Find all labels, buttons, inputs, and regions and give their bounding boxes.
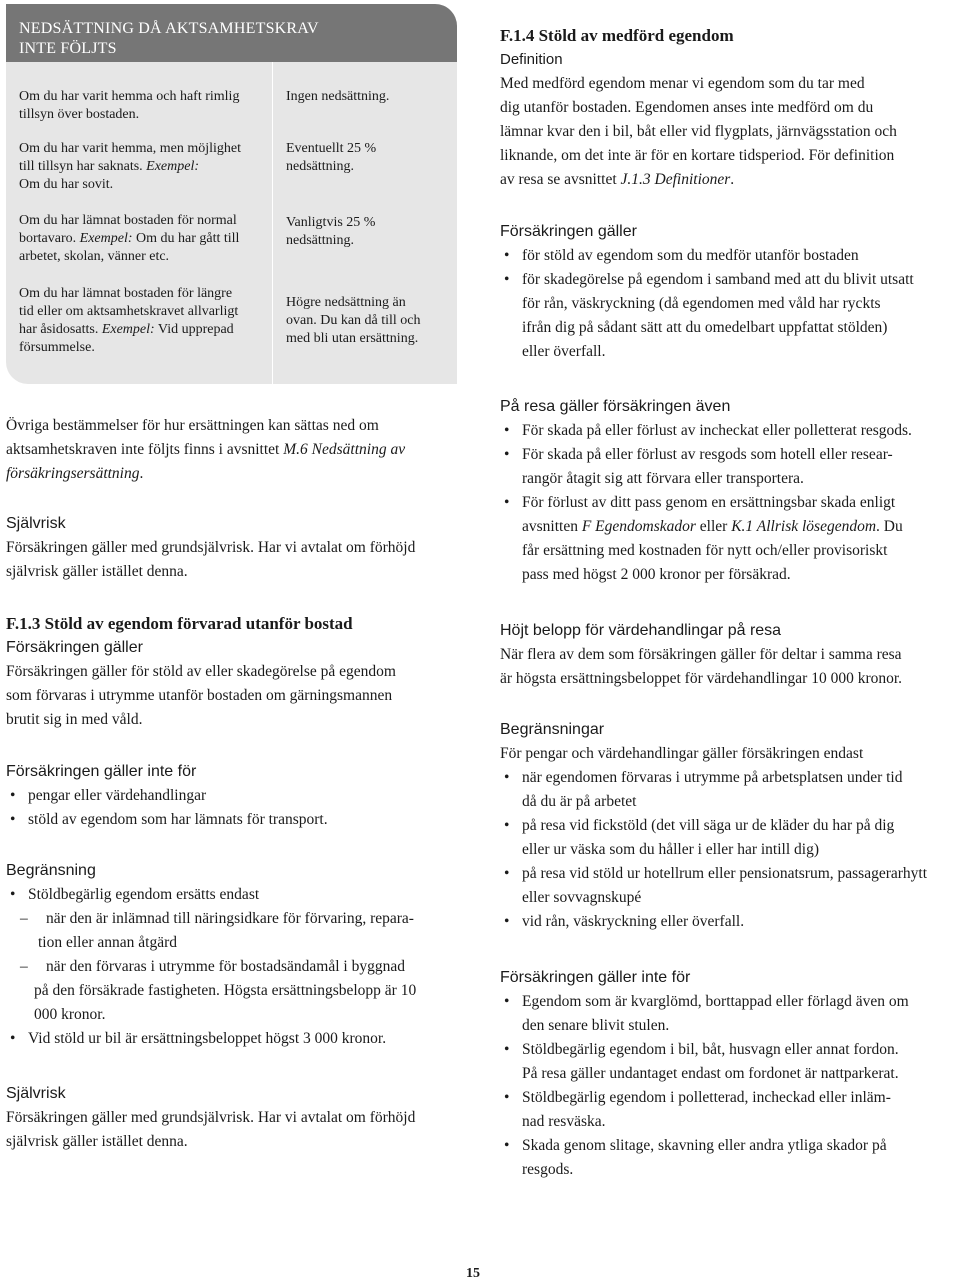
text-line: aktsamhetskraven inte följts finns i avsnittet M.6 Nedsättning av [6,441,406,458]
dash-item: – när den är inlämnad till näringsidkare för förvaring, repara- [6,907,466,931]
cond-line: tillsyn över bostaden. [19,107,140,122]
resa-section [500,395,958,587]
f14-section [500,24,958,192]
section-heading: Definition [500,51,563,68]
section-heading: Självrisk [6,515,66,532]
text-line: För pengar och värdehandlingar gäller försäkringen endast [500,745,864,762]
text-line: brutit sig in med våld. [6,711,143,728]
galler-section [500,220,958,364]
section-heading: På resa gäller försäkringen även [500,398,731,415]
bullet-item: • för stöld av egendom som du medför utanför bostaden [500,244,958,268]
text-line: Övriga bestämmelser för hur ersättningen kan sättas ned om [6,417,379,434]
text-line: dig utanför bostaden. Egendomen anses inte medförd om du [500,99,874,116]
section-reference: försäkringsersättning [6,465,140,482]
text-line: Försäkringen gäller med grundsjälvrisk. Har vi avtalat om förhöjd [6,539,416,556]
bullet-item: • pengar eller värdehandlingar [6,784,466,808]
text-line: tion eller annan åtgärd [38,934,178,951]
section-reference: F Egendomskador [581,518,696,535]
text-line: är högsta ersättningsbeloppet för värdehandlingar 10 000 kronor. [500,670,903,687]
text-line: den senare blivit stulen. [522,1017,670,1034]
sjalvrisk-section-1 [6,512,466,584]
bullet-item: • Skada genom slitage, skavning eller andra ytliga skador på [500,1134,958,1158]
text-line: självrisk gäller istället denna. [6,1133,188,1150]
text-line: När flera av dem som försäkringen gäller för deltar i samma resa [500,646,902,663]
bullet-item: • Stöldbegärlig egendom i polletterad, incheckad eller inläm- [500,1086,958,1110]
cond-line: arbetet, skolan, vänner etc. [19,249,170,264]
cond-line: till tillsyn har saknats. Exempel: [19,159,200,174]
result-row-3 [286,214,451,250]
cond-line: Om du har sovit. [19,177,114,192]
section-heading: Höjt belopp för värdehandlingar på resa [500,622,782,639]
text-line: liknande, om det inte är för en kortare tidsperiod. För definition [500,147,895,164]
cond-line: bortavaro. Exempel: Om du har gått till [19,231,240,246]
bullet-item: • Stöldbegärlig egendom i bil, båt, husvagn eller annat fordon. [500,1038,958,1062]
bullet-item: • Stöldbegärlig egendom ersätts endast [6,883,466,907]
section-heading: Begränsning [6,862,96,879]
sjalvrisk-section-2 [6,1082,466,1154]
text-line: Försäkringen gäller med grundsjälvrisk. Har vi avtalat om förhöjd [6,1109,416,1126]
example-label: Exempel: [101,322,155,337]
cond-line: Om du har varit hemma, men möjlighet [19,141,242,156]
title-line-1: NEDSÄTTNING DÅ AKTSAMHETSKRAV [19,20,319,37]
bullet-item: • Vid stöld ur bil är ersättningsbeloppet högst 3 000 kronor. [6,1027,466,1051]
example-label: Exempel: [146,159,200,174]
result-row-1 [286,88,451,106]
text-line: På resa gäller undantaget endast om fordonet är nattparkerat. [522,1065,899,1082]
dash-item: – när den förvaras i utrymme för bostadsändamål i byggnad [6,955,466,979]
inte-section-right [500,966,958,1182]
cond-line: har åsidosatts. Exempel: Vid upprepad [19,322,234,337]
begransning-section [6,859,466,1051]
text-line: eller ur väska som du håller i eller har intill dig) [522,841,819,858]
cond-line: Om du har lämnat bostaden för längre [19,286,233,301]
text-line: på den försäkrade fastigheten. Högsta ersättningsbelopp är 10 [34,982,417,999]
section-title: F.1.4 Stöld av medförd egendom [500,26,734,45]
result-line: med bli utan ersättning. [286,331,419,346]
text-line: lämnar kvar den i bil, båt eller vid flygplats, järnvägsstation och [500,123,897,140]
bullet-item: • Egendom som är kvarglömd, borttappad eller förlagd även om [500,990,958,1014]
reduction-table-box [6,4,457,384]
example-label: Exempel: [79,231,133,246]
text-line: får ersättning med kostnaden för nytt och/eller provisoriskt [522,542,888,559]
text-line: ifrån dig på sådant sätt att du omedelbart uppfattat stölden) [522,319,888,336]
left-column [6,414,466,486]
bullet-item: • För skada på eller förlust av incheckat eller polletterat resgods. [500,419,958,443]
reduction-table-title [19,19,319,59]
inte-section-left [6,760,466,832]
f13-section [6,612,466,732]
text-line: eller överfall. [522,343,606,360]
text-line: Med medförd egendom menar vi egendom som du tar med [500,75,865,92]
section-heading: Försäkringen gäller inte för [6,763,197,780]
result-row-2 [286,140,451,176]
intro-paragraph [6,414,466,486]
bullet-item: • stöld av egendom som har lämnats för transport. [6,808,466,832]
condition-row-3 [19,212,264,266]
cond-line: Om du har lämnat bostaden för normal [19,213,237,228]
text-line: försäkringsersättning. [6,465,144,482]
condition-row-2 [19,140,264,194]
result-row-4 [286,294,451,348]
result-line: nedsättning. [286,159,355,174]
section-reference: M.6 Nedsättning av [283,441,406,458]
condition-row-1 [19,88,264,124]
cond-line: tid eller om aktsamhetskravet allvarligt [19,304,239,319]
text-line: av resa se avsnittet J.1.3 Definitioner. [500,171,735,188]
text-line: resgods. [522,1161,574,1178]
result-line: Eventuellt 25 % [286,141,377,156]
text-line: pass med högst 2 000 kronor per försäkrad. [522,566,791,583]
title-line-2: INTE FÖLJTS [19,40,117,57]
result-line: ovan. Du kan då till och [286,313,421,328]
text-line: avsnitten F Egendomskador eller K.1 Allrisk lösegendom. Du [522,518,903,535]
result-line: Ingen nedsättning. [286,89,390,104]
begransningar-section [500,718,958,934]
text-line: rangör åtagit sig att förvara eller transportera. [522,470,804,487]
text-line: 000 kronor. [34,1006,106,1023]
section-heading: Försäkringen gäller [500,223,637,240]
section-reference: J.1.3 Definitioner [620,171,731,188]
text-line: för rån, väskryckning (då egendomen med våld har ryckts [522,295,881,312]
text-line: då du är på arbetet [522,793,637,810]
section-heading: Försäkringen gäller [6,639,143,656]
text-line: Försäkringen gäller för stöld av eller skadegörelse på egendom [6,663,396,680]
text-line: eller sovvagnskupé [522,889,642,906]
section-reference: K.1 Allrisk lösegendom [731,518,877,535]
section-heading: Självrisk [6,1085,66,1102]
text-line: som förvaras i utrymme utanför bostaden om gärningsmannen [6,687,393,704]
text-line: självrisk gäller istället denna. [6,563,188,580]
page-number: 15 [466,1266,480,1281]
result-line: nedsättning. [286,233,355,248]
section-title: F.1.3 Stöld av egendom förvarad utanför bostad [6,614,353,633]
reduction-table-header [6,4,457,62]
column-divider [272,62,273,384]
result-line: Högre nedsättning än [286,295,406,310]
condition-row-4 [19,285,264,357]
bullet-item: • på resa vid stöld ur hotellrum eller pensionatsrum, passagerarhytt [500,862,958,886]
bullet-item: • vid rån, väskryckning eller överfall. [500,910,958,934]
bullet-item: • när egendomen förvaras i utrymme på arbetsplatsen under tid [500,766,958,790]
cond-line: försummelse. [19,340,95,355]
result-line: Vanligtvis 25 % [286,215,376,230]
text-line: nad resväska. [522,1113,606,1130]
bullet-item: • För förlust av ditt pass genom en ersättningsbar skada enligt [500,491,958,515]
section-heading: Försäkringen gäller inte för [500,969,691,986]
section-heading: Begränsningar [500,721,605,738]
hojt-belopp-section [500,619,958,691]
cond-line: Om du har varit hemma och haft rimlig [19,89,240,104]
bullet-item: • För skada på eller förlust av resgods som hotell eller resear- [500,443,958,467]
bullet-item: • på resa vid fickstöld (det vill säga ur de kläder du har på dig [500,814,958,838]
bullet-item: • för skadegörelse på egendom i samband med att du blivit utsatt [500,268,958,292]
